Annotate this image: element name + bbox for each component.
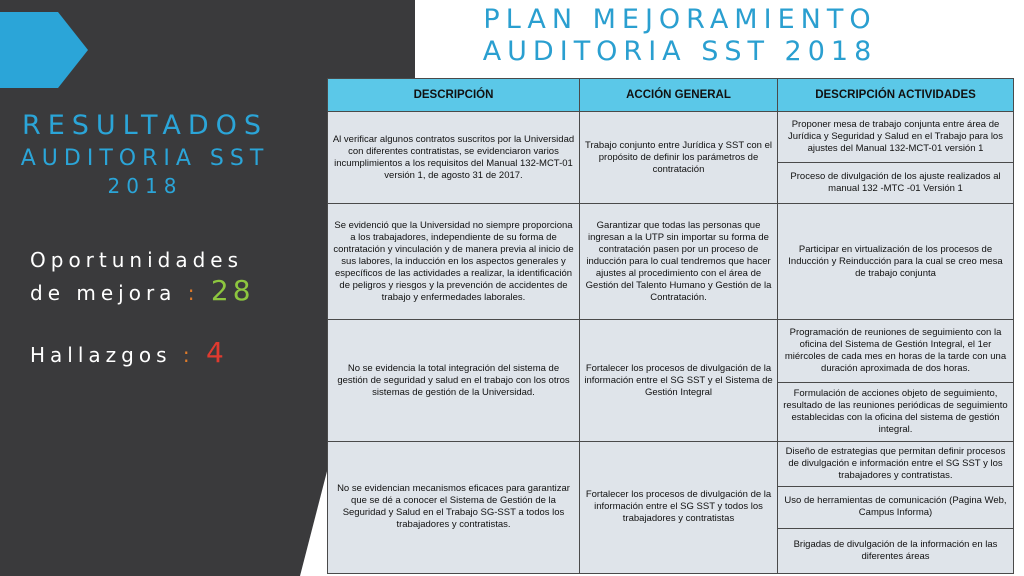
findings-line [30, 336, 229, 369]
row3-descripcion: No se evidencia la total integración del sistema de gestión de seguridad y salud en el trabajo con los otros sistemas de gestión de la Universidad. [328, 320, 580, 442]
opportunities-colon: : [187, 281, 200, 305]
row4-accion: Fortalecer los procesos de divulgación de la información entre el SG SST y todos los trabajadores y contratistas [580, 441, 778, 573]
header-descripcion: DESCRIPCIÓN [328, 79, 580, 112]
header-descripcion-actividades: DESCRIPCIÓN ACTIVIDADES [778, 79, 1014, 112]
table-header-row [328, 79, 1014, 112]
row4-actividad-3: Brigadas de divulgación de la información en las diferentes áreas [778, 529, 1014, 574]
row2-actividad-1: Participar en virtualización de los procesos de Inducción y Reinducción para la cual se creo mesa de trabajo conjunta [778, 204, 1014, 320]
slide-title-line2: AUDITORIA SST 2018 [482, 36, 878, 67]
findings-colon: : [182, 343, 195, 367]
opportunities-count: 28 [210, 274, 255, 307]
row1-descripcion: Al verificar algunos contratos suscritos por la Universidad con diferentes contratistas, se evidenciaron varios incumplimientos a los requisitos del Manual 132-MCT-01 versión 1, de agosto 31 de 2017. [328, 112, 580, 204]
row2-accion: Garantizar que todas las personas que ingresan a la UTP sin importar su forma de contratación pasen por un proceso de inducción para lo cual tendremos que hacer ajustes al procedimiento con el área de Gestión del Talento Humano y Gestión de la Contratación. [580, 204, 778, 320]
opportunities-label-line2: de mejora [30, 281, 177, 305]
opportunities-line2 [30, 274, 255, 307]
opportunities-label-line1: Oportunidades [30, 248, 244, 272]
findings-label: Hallazgos [30, 343, 172, 367]
row3-actividad-2: Formulación de acciones objeto de seguimiento, resultado de las reuniones periódicas de seguimiento establecidas con la oficina del sistema de gestión integral. [778, 383, 1014, 442]
row4-actividad-1: Diseño de estrategias que permitan definir procesos de divulgación e información entre el SG SST y los trabajadores y contratistas. [778, 441, 1014, 486]
results-heading: RESULTADOS [21, 110, 269, 141]
findings-count: 4 [205, 336, 229, 369]
slide-title-line1: PLAN MEJORAMIENTO [483, 4, 877, 35]
row1-accion: Trabajo conjunto entre Jurídica y SST con el propósito de definir los parámetros de contratación [580, 112, 778, 204]
table-row [328, 441, 1014, 486]
row1-actividad-2: Proceso de divulgación de los ajuste realizados al manual 132 -MTC -01 Versión 1 [778, 162, 1014, 204]
header-accion-general: ACCIÓN GENERAL [580, 79, 778, 112]
row4-descripcion: No se evidencian mecanismos eficaces para garantizar que se dé a conocer el Sistema de Gestión de la Seguridad y Salud en el Trabajo SG-SST a todos los trabajadores y contratistas. [328, 441, 580, 573]
audit-heading: AUDITORIA SST [20, 146, 270, 171]
row4-actividad-2: Uso de herramientas de comunicación (Pagina Web, Campus Informa) [778, 486, 1014, 529]
table-row [328, 112, 1014, 163]
slide-title [420, 4, 940, 68]
year-heading: 2018 [107, 174, 183, 198]
row2-descripcion: Se evidenció que la Universidad no siempre proporciona a los trabajadores, independiente de su forma de contratación y vinculación y de manera previa al inicio de sus labores, la inducción en los aspectos generales y específicos de las actividades a realizar, la identificación de peligros y riesgos y la prevención de accidentes de trabajo y enfermedades laborales. [328, 204, 580, 320]
improvement-plan-table [327, 78, 1014, 574]
row3-actividad-1: Programación de reuniones de seguimiento con la oficina del Sistema de Gestión Integral, el 1er miércoles de cada mes en horas de la tarde con una duración aproximada de dos horas. [778, 320, 1014, 383]
table-row [328, 204, 1014, 320]
row3-accion: Fortalecer los procesos de divulgación de la información entre el SG SST y el Sistema de Gestión Integral [580, 320, 778, 442]
table-row [328, 320, 1014, 383]
row1-actividad-1: Proponer mesa de trabajo conjunta entre área de Jurídica y Seguridad y Salud en el Trabajo para los ajustes del Manual 132-MCT-01 versión 1 [778, 112, 1014, 163]
